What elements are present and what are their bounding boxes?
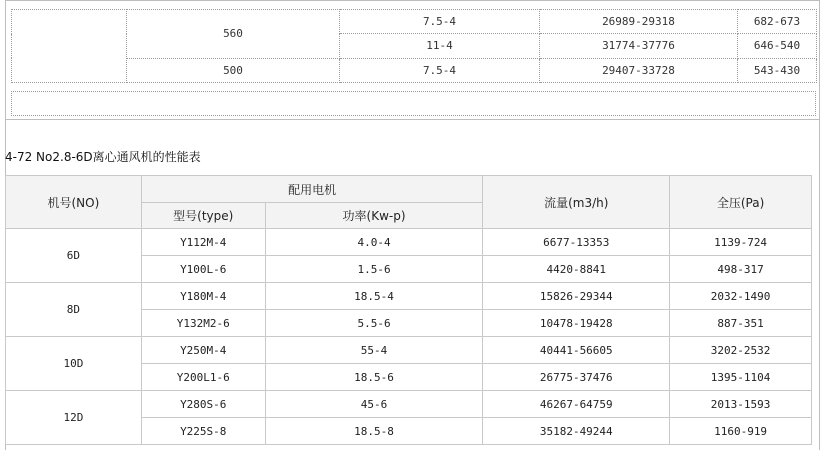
model-cell: Y180M-4 — [141, 283, 265, 310]
previous-table-grid — [11, 9, 817, 83]
power-cell: 45-6 — [265, 391, 483, 418]
model-cell: Y200L1-6 — [141, 364, 265, 391]
pressure-cell: 2032-1490 — [670, 283, 812, 310]
pressure-cell: 1160-919 — [670, 418, 812, 445]
table-row — [6, 283, 812, 310]
pressure-cell: 682-673 — [738, 10, 817, 34]
pressure-cell: 887-351 — [670, 310, 812, 337]
flow-cell: 4420-8841 — [483, 256, 670, 283]
pressure-cell: 3202-2532 — [670, 337, 812, 364]
power-cell: 7.5-4 — [340, 58, 540, 82]
header-model: 型号(type) — [141, 203, 265, 229]
machine-no-cell: 12D — [6, 391, 142, 445]
power-cell: 4.0-4 — [265, 229, 483, 256]
model-cell: Y132M2-6 — [141, 310, 265, 337]
model-cell: Y112M-4 — [141, 229, 265, 256]
pressure-cell: 1139-724 — [670, 229, 812, 256]
model-cell: Y225S-8 — [141, 418, 265, 445]
model-cell: Y100L-6 — [141, 256, 265, 283]
flow-cell: 35182-49244 — [483, 418, 670, 445]
table-row — [12, 58, 817, 82]
table-caption: 4-72 No2.8-6D离心通风机的性能表 — [5, 150, 201, 164]
pressure-cell: 2013-1593 — [670, 391, 812, 418]
power-cell: 5.5-6 — [265, 310, 483, 337]
model-cell: Y250M-4 — [141, 337, 265, 364]
previous-table — [5, 0, 820, 120]
machine-cell: 560 — [127, 10, 340, 59]
power-cell: 18.5-8 — [265, 418, 483, 445]
header-pressure: 全压(Pa) — [670, 176, 812, 229]
flow-cell: 31774-37776 — [540, 34, 738, 58]
header-machine-no: 机号(NO) — [6, 176, 142, 229]
flow-cell: 6677-13353 — [483, 229, 670, 256]
pressure-cell: 498-317 — [670, 256, 812, 283]
pressure-cell: 543-430 — [738, 58, 817, 82]
power-cell: 55-4 — [265, 337, 483, 364]
power-cell: 11-4 — [340, 34, 540, 58]
table-row — [12, 10, 817, 34]
power-cell: 18.5-4 — [265, 283, 483, 310]
header-flow: 流量(m3/h) — [483, 176, 670, 229]
model-cell: Y280S-6 — [141, 391, 265, 418]
header-power: 功率(Kw-p) — [265, 203, 483, 229]
table-row — [6, 391, 812, 418]
table-row — [6, 337, 812, 364]
divider — [819, 120, 820, 450]
flow-cell: 46267-64759 — [483, 391, 670, 418]
fan-performance-table — [5, 175, 812, 445]
flow-cell: 40441-56605 — [483, 337, 670, 364]
empty-row — [11, 91, 816, 116]
flow-cell: 29407-33728 — [540, 58, 738, 82]
power-cell: 7.5-4 — [340, 10, 540, 34]
flow-cell: 10478-19428 — [483, 310, 670, 337]
machine-no-cell: 8D — [6, 283, 142, 337]
header-motor: 配用电机 — [141, 176, 483, 203]
power-cell: 18.5-6 — [265, 364, 483, 391]
machine-no-cell: 10D — [6, 337, 142, 391]
machine-no-cell: 6D — [6, 229, 142, 283]
machine-cell: 500 — [127, 58, 340, 82]
blank-cell — [12, 10, 127, 83]
pressure-cell: 646-540 — [738, 34, 817, 58]
pressure-cell: 1395-1104 — [670, 364, 812, 391]
flow-cell: 26775-37476 — [483, 364, 670, 391]
flow-cell: 26989-29318 — [540, 10, 738, 34]
power-cell: 1.5-6 — [265, 256, 483, 283]
table-row — [6, 229, 812, 256]
flow-cell: 15826-29344 — [483, 283, 670, 310]
